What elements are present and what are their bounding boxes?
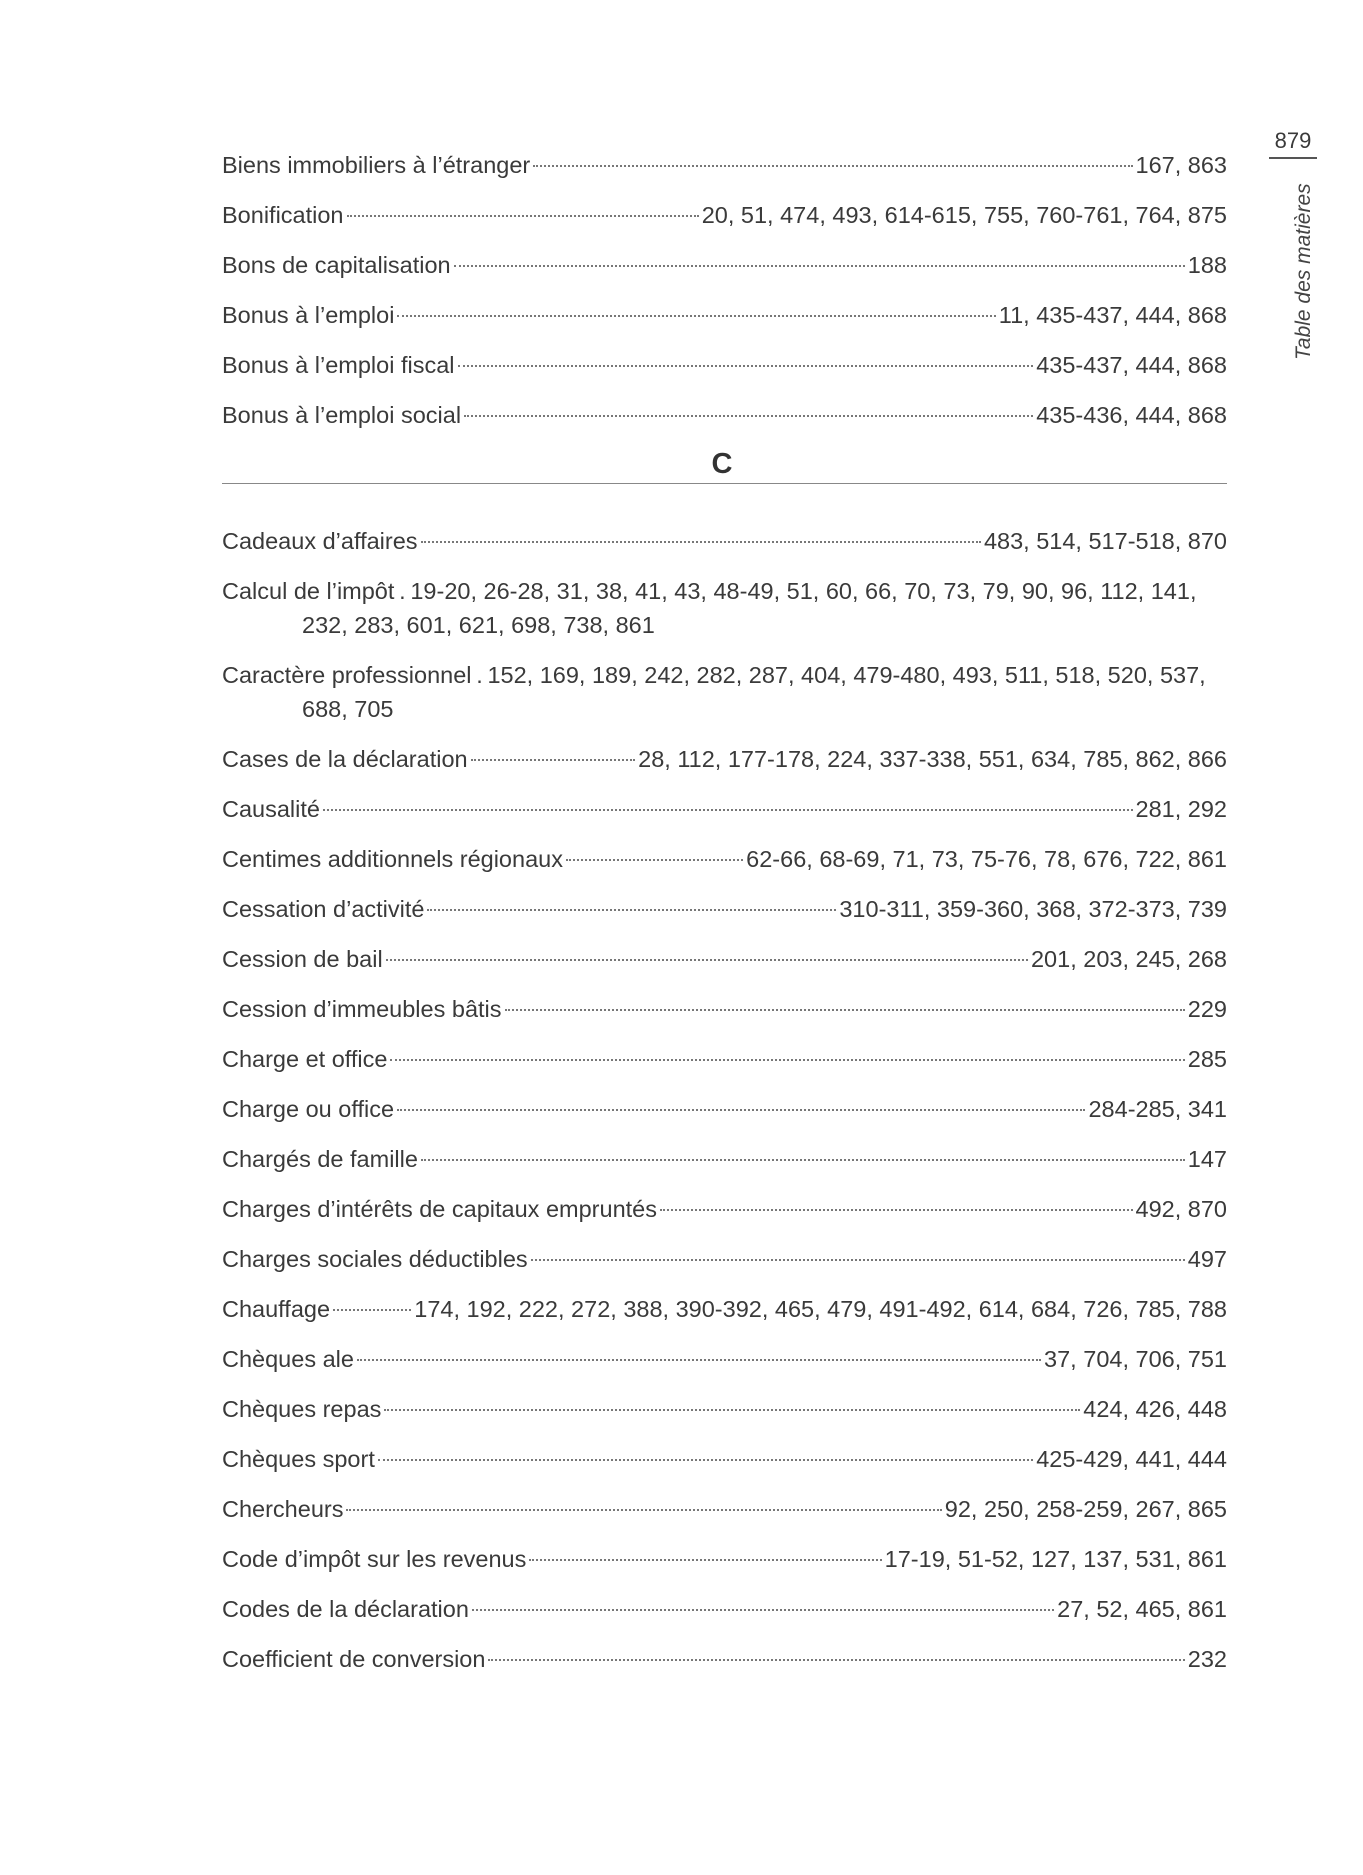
dot-leader [660,1209,1133,1211]
dot-leader [458,365,1034,367]
index-pages: 232 [1187,1646,1227,1672]
index-entry [222,198,1227,232]
dot-leader [390,1059,1184,1061]
index-pages: 435-436, 444, 868 [1036,402,1227,428]
dot-leader [378,1459,1033,1461]
index-term: Charge et office [222,1046,388,1072]
dot-leader [427,909,836,911]
index-term: Codes de la déclaration [222,1596,469,1622]
index-term: Chèques repas [222,1396,382,1422]
index-term: Charges sociales déductibles [222,1246,528,1272]
index-entry [222,1092,1227,1126]
index-entry [222,1242,1227,1276]
index-term: Cession de bail [222,946,383,972]
index-entry: Caractère professionnel . 152, 169, 189, 242, 282, 287, 404, 479-480, 493, 511, 518, 520, 537, 688, 705 [222,658,1227,726]
index-pages: 435-437, 444, 868 [1036,352,1227,378]
index-entry [222,992,1227,1026]
index-entry [222,348,1227,382]
index-term: Bonification [222,202,344,228]
dot-leader [397,315,995,317]
index-pages: 28, 112, 177-178, 224, 337-338, 551, 634, 785, 862, 866 [638,746,1227,772]
dot-leader [346,1509,941,1511]
index-entry [222,1642,1227,1676]
index-pages: 37, 704, 706, 751 [1044,1346,1227,1372]
index-entry [222,398,1227,432]
index-entry [222,248,1227,282]
index-term: Cadeaux d’affaires [222,528,418,554]
index-pages: 492, 870 [1135,1196,1227,1222]
dot-leader [384,1409,1080,1411]
side-title: Table des matières [1292,183,1315,360]
index-term: Charges d’intérêts de capitaux empruntés [222,1196,657,1222]
index-entry [222,942,1227,976]
index-section-c [222,524,1227,1676]
index-pages: 17-19, 51-52, 127, 137, 531, 861 [884,1546,1227,1572]
section-letter: C [711,448,733,480]
index-term: Cession d’immeubles bâtis [222,996,502,1022]
index-pages: 62-66, 68-69, 71, 73, 75-76, 78, 676, 722, 861 [746,846,1227,872]
index-pages: 229 [1187,996,1227,1022]
index-term: Causalité [222,796,320,822]
index-pages: 11, 435-437, 444, 868 [998,302,1227,328]
index-pages-continued: 232, 283, 601, 621, 698, 738, 861 [302,612,655,638]
index-pages: 20, 51, 474, 493, 614-615, 755, 760-761, 764, 875 [701,202,1227,228]
dot-leader [347,215,699,217]
index-pages: 497 [1187,1246,1227,1272]
index-term: Bonus à l’emploi [222,302,395,328]
page-number: 879 [1269,128,1317,159]
index-entry [222,1342,1227,1376]
index-pages-continued: 688, 705 [302,696,394,722]
section-divider [222,483,1227,484]
index-entry [222,1192,1227,1226]
index-pages: 425-429, 441, 444 [1036,1446,1227,1472]
index-term: Caractère professionnel [222,662,472,688]
dot-leader [323,809,1133,811]
index-pages: 174, 192, 222, 272, 388, 390-392, 465, 479, 491-492, 614, 684, 726, 785, 788 [414,1296,1227,1322]
index-pages: 281, 292 [1135,796,1227,822]
index-pages: 285 [1187,1046,1227,1072]
index-pages: 167, 863 [1135,152,1227,178]
dot-leader [471,759,636,761]
index-term: Chercheurs [222,1496,344,1522]
index-entry [222,892,1227,926]
index-entry [222,1392,1227,1426]
index-entry [222,1142,1227,1176]
index-list [222,148,1227,1692]
index-term: Chèques sport [222,1446,375,1472]
index-term: Bons de capitalisation [222,252,451,278]
index-entry [222,298,1227,332]
index-entry [222,792,1227,826]
index-pages: 201, 203, 245, 268 [1030,946,1227,972]
index-term: Cessation d’activité [222,896,425,922]
dot-leader [529,1559,881,1561]
index-pages: 310-311, 359-360, 368, 372-373, 739 [839,896,1227,922]
index-pages: 19-20, 26-28, 31, 38, 41, 43, 48-49, 51, 60, 66, 70, 73, 79, 90, 96, 112, 141, [410,578,1197,604]
dot-leader [386,959,1028,961]
index-pages: 483, 514, 517-518, 870 [983,528,1227,554]
index-entry [222,1292,1227,1326]
index-term: Coefficient de conversion [222,1646,486,1672]
dot-leader [488,1659,1184,1661]
index-entry [222,1592,1227,1626]
index-pages: 284-285, 341 [1088,1096,1227,1122]
index-entry [222,1542,1227,1576]
dot-leader [464,415,1033,417]
dot-leader [531,1259,1185,1261]
index-term: Charge ou office [222,1096,395,1122]
dot-leader [505,1009,1185,1011]
dot-leader [357,1359,1041,1361]
index-entry [222,1492,1227,1526]
index-term: Bonus à l’emploi social [222,402,462,428]
index-term: Biens immobiliers à l’étranger [222,152,531,178]
dot-leader [333,1309,411,1311]
index-entry [222,148,1227,182]
dot-leader [454,265,1185,267]
index-entry [222,1042,1227,1076]
index-term: Bonus à l’emploi fiscal [222,352,455,378]
index-term: Cases de la déclaration [222,746,468,772]
index-entry [222,742,1227,776]
index-term: Calcul de l’impôt [222,578,395,604]
index-pages: 188 [1187,252,1227,278]
index-term: Chauffage [222,1296,331,1322]
index-section-b [222,148,1227,432]
dot-leader [566,859,743,861]
index-pages: 147 [1187,1146,1227,1172]
index-pages: 424, 426, 448 [1083,1396,1227,1422]
dot-leader [533,165,1132,167]
index-term: Chargés de famille [222,1146,418,1172]
index-entry [222,1442,1227,1476]
index-entry: Calcul de l’impôt . 19-20, 26-28, 31, 38, 41, 43, 48-49, 51, 60, 66, 70, 73, 79, 90, 96, 112, 141, 232, 283, 601, 621, 698, 738, 861 [222,574,1227,642]
index-pages: 152, 169, 189, 242, 282, 287, 404, 479-480, 493, 511, 518, 520, 537, [487,662,1206,688]
index-pages: 27, 52, 465, 861 [1057,1596,1227,1622]
index-pages: 92, 250, 258-259, 267, 865 [944,1496,1227,1522]
dot-leader [397,1109,1085,1111]
dot-leader [421,1159,1185,1161]
index-term: Chèques ale [222,1346,354,1372]
index-term: Code d’impôt sur les revenus [222,1546,527,1572]
dot-leader [472,1609,1054,1611]
dot-leader [421,541,981,543]
index-entry [222,842,1227,876]
index-term: Centimes additionnels régionaux [222,846,563,872]
index-entry [222,524,1227,558]
